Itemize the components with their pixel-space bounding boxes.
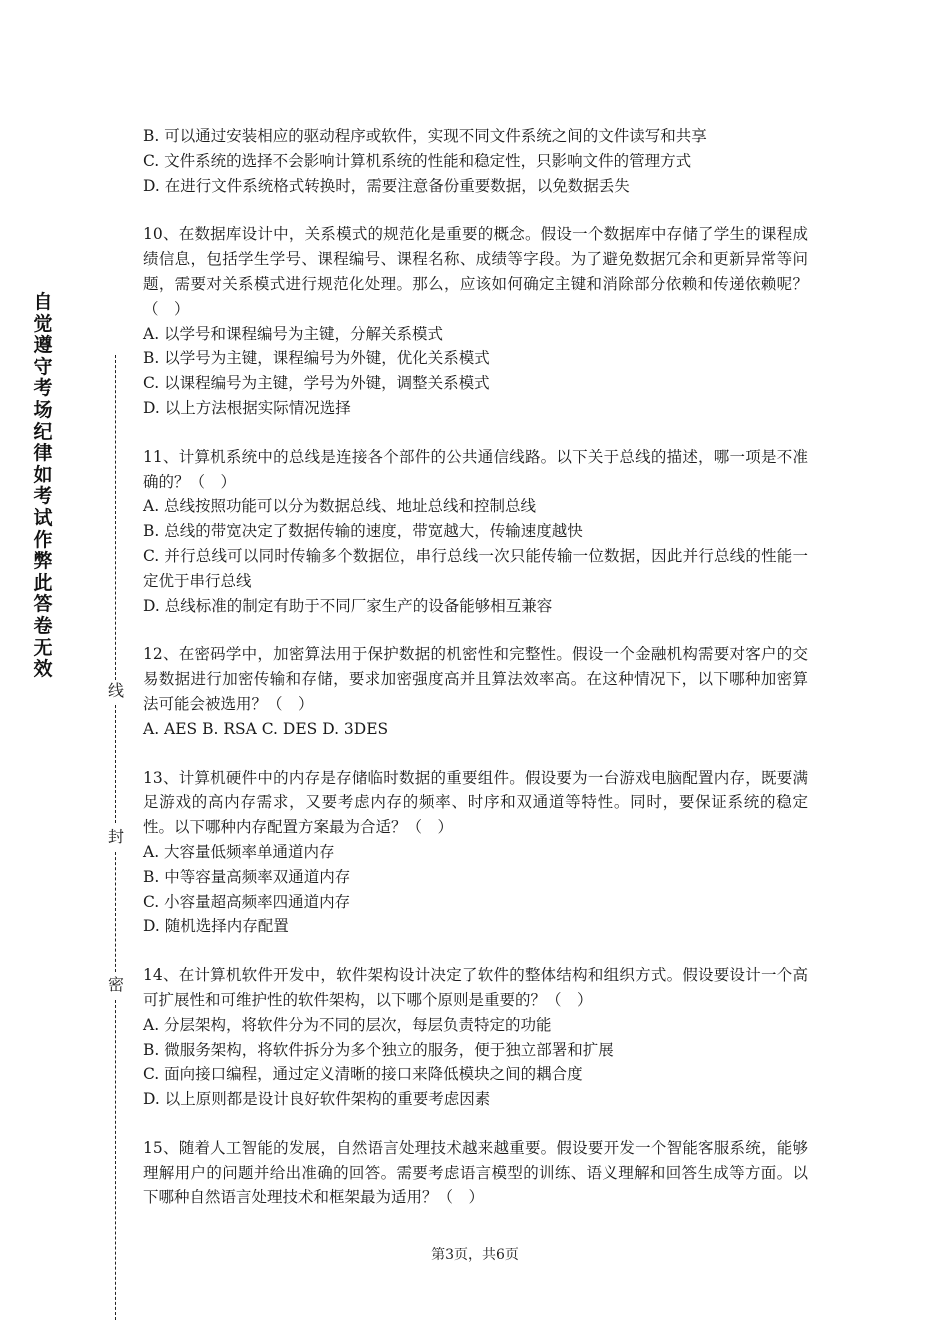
question-15	[143, 1136, 808, 1210]
question-text: 12、在密码学中，加密算法用于保护数据的机密性和完整性。假设一个金融机构需要对客户的交易数据进行加密传输和存储，要求加密强度高并且算法效率高。在这种情况下，以下哪种加密算法可能会被选用？（ ）	[143, 645, 808, 713]
question-text: 10、在数据库设计中，关系模式的规范化是重要的概念。假设一个数据库中存储了学生的课程成绩信息，包括学生学号、课程编号、课程名称、成绩等字段。为了避免数据冗余和更新异常等问题，需要对关系模式进行规范化处理。那么，应该如何确定主键和消除部分依赖和传递依赖呢？（ ）	[143, 225, 808, 318]
exam-discipline-notice: 自觉遵守考场纪律如考试作弊此答卷无效	[33, 291, 53, 681]
option: C. 小容量超高频率四通道内存	[143, 892, 351, 911]
option: C. 以课程编号为主键，学号为外键，调整关系模式	[143, 374, 490, 393]
binding-label-close: 密	[105, 976, 127, 994]
option: D. 在进行文件系统格式转换时，需要注意备份重要数据，以免数据丢失	[143, 176, 630, 195]
option: A. 总线按照功能可以分为数据总线、地址总线和控制总线	[143, 497, 537, 516]
question-text: 13、计算机硬件中的内存是存储临时数据的重要组件。假设要为一台游戏电脑配置内存，既要满足游戏的高内存需求，又要考虑内存的频率、时序和双通道等特性。同时，要保证系统的稳定性。以下哪种内存配置方案最为合适？（ ）	[143, 768, 808, 837]
question-11	[143, 445, 808, 619]
option: D. 以上原则都是设计良好软件架构的重要考虑因素	[143, 1090, 491, 1109]
option: D. 总线标准的制定有助于不同厂家生产的设备能够相互兼容	[143, 596, 553, 615]
question-text: 11、计算机系统中的总线是连接各个部件的公共通信线路。以下关于总线的描述，哪一项是不准确的？（ ）	[143, 447, 808, 491]
option: B. 总线的带宽决定了数据传输的速度，带宽越大，传输速度越快	[143, 522, 583, 541]
option: B. 可以通过安装相应的驱动程序或软件，实现不同文件系统之间的文件读写和共享	[143, 127, 707, 145]
option-row: A. AES B. RSA C. DES D. 3DES	[143, 719, 389, 738]
question-content	[143, 124, 808, 1234]
option: D. 随机选择内存配置	[143, 917, 289, 936]
page-number: 第3页，共6页	[431, 1247, 519, 1263]
question-12	[143, 642, 808, 741]
option: C. 面向接口编程，通过定义清晰的接口来降低模块之间的耦合度	[143, 1065, 583, 1084]
binding-label-line: 线	[105, 682, 127, 700]
option: B. 中等容量高频率双通道内存	[143, 867, 351, 886]
option: B. 以学号为主键，课程编号为外键，优化关系模式	[143, 349, 490, 368]
binding-line-segment	[115, 355, 116, 680]
binding-line-segment	[115, 852, 116, 972]
question-13	[143, 766, 808, 940]
question-10	[143, 222, 808, 420]
binding-label-seal: 封	[105, 828, 127, 846]
question-text: 14、在计算机软件开发中，软件架构设计决定了软件的整体结构和组织方式。假设要设计一个高可扩展性和可维护性的软件架构，以下哪个原则是重要的？（ ）	[143, 966, 808, 1009]
option: A. 大容量低频率单通道内存	[143, 842, 335, 861]
binding-line-segment	[115, 705, 116, 823]
question-9-continued	[143, 124, 808, 198]
question-14	[143, 963, 808, 1112]
option: A. 分层架构，将软件分为不同的层次，每层负责特定的功能	[143, 1015, 552, 1034]
option: B. 微服务架构，将软件拆分为多个独立的服务，便于独立部署和扩展	[143, 1040, 614, 1059]
option: D. 以上方法根据实际情况选择	[143, 398, 351, 417]
option: C. 并行总线可以同时传输多个数据位，串行总线一次只能传输一位数据，因此并行总线的性能一定优于串行总线	[143, 546, 808, 590]
option: C. 文件系统的选择不会影响计算机系统的性能和稳定性，只影响文件的管理方式	[143, 151, 692, 170]
question-text: 15、随着人工智能的发展，自然语言处理技术越来越重要。假设要开发一个智能客服系统，能够理解用户的问题并给出准确的回答。需要考虑语言模型的训练、语义理解和回答生成等方面。以下哪种自然语言处理技术和框架最为适用？（ ）	[143, 1138, 808, 1207]
binding-line-segment	[115, 1000, 116, 1320]
option: A. 以学号和课程编号为主键，分解关系模式	[143, 324, 444, 343]
